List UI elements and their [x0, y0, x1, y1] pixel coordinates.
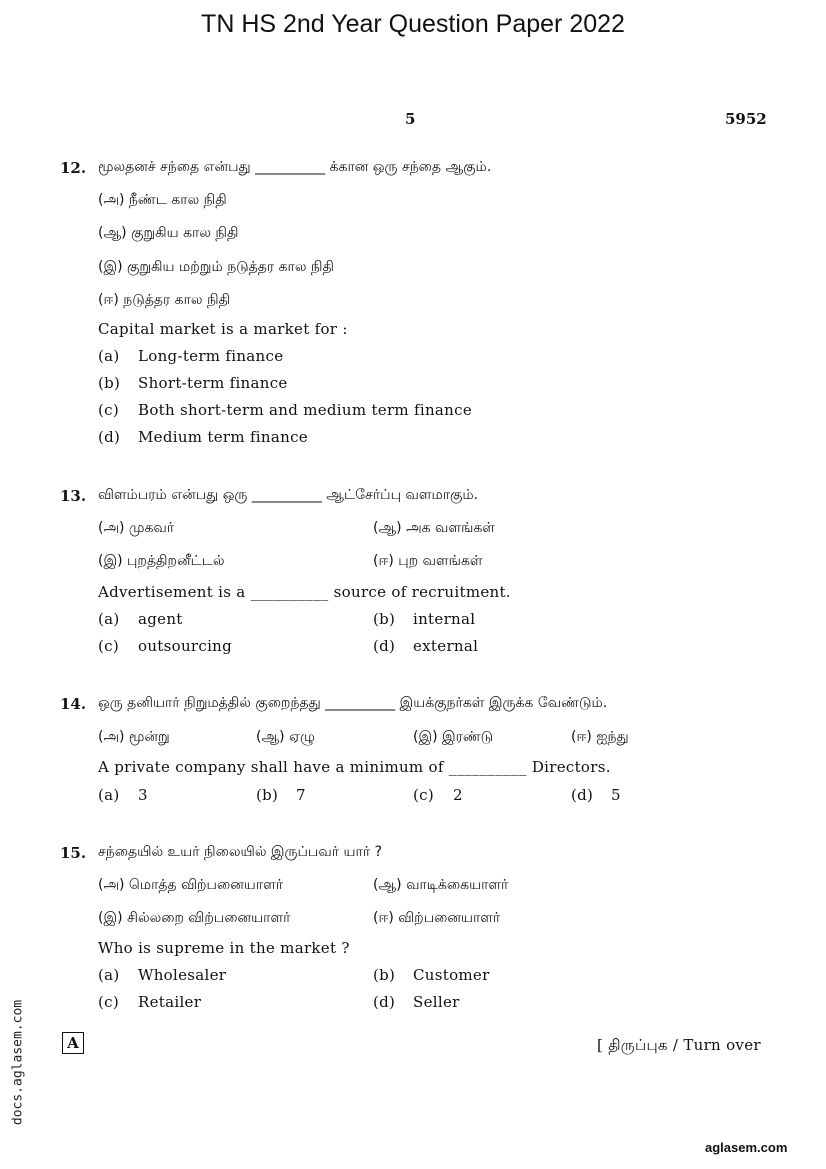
option-label: (b): [373, 610, 396, 628]
question-text-english: Capital market is a market for :: [98, 320, 348, 338]
option-tamil: (அ) மொத்த விற்பனையாளர்: [98, 877, 284, 893]
option-tamil: (இ) புறத்திறனீட்டல்: [98, 553, 225, 569]
option-text: 5: [611, 786, 621, 804]
option-label: (d): [373, 993, 396, 1011]
option-tamil: (அ) மூன்று: [98, 729, 170, 745]
option-text: Customer: [413, 966, 490, 984]
option-label: (b): [373, 966, 396, 984]
option-label: (c): [98, 637, 120, 655]
turn-over-note: [ திருப்புக / Turn over: [597, 1036, 761, 1054]
option-tamil: (ஈ) புற வளங்கள்: [373, 553, 483, 569]
option-label: (d): [571, 786, 594, 804]
option-label: (a): [98, 347, 120, 365]
option-text: outsourcing: [138, 637, 233, 655]
option-text: 2: [453, 786, 463, 804]
question-text-english: Advertisement is a __________ source of recruitment.: [98, 583, 511, 601]
option-text: 7: [296, 786, 306, 804]
question-text-english: A private company shall have a minimum of __________ Directors.: [98, 758, 611, 776]
option-label: (d): [373, 637, 396, 655]
option-text: Short-term finance: [138, 374, 288, 392]
question-number: 15.: [60, 844, 87, 862]
document-title: TN HS 2nd Year Question Paper 2022: [201, 10, 625, 38]
question-text-tamil: மூலதனச் சந்தை என்பது __________ க்கான ஒரு சந்தை ஆகும்.: [98, 159, 492, 175]
option-text: Long-term finance: [138, 347, 284, 365]
option-label: (a): [98, 610, 120, 628]
option-label: (c): [98, 401, 120, 419]
version-box: A: [62, 1032, 84, 1054]
option-tamil: (ஈ) விற்பனையாளர்: [373, 910, 501, 926]
option-text: Seller: [413, 993, 460, 1011]
option-tamil: (அ) நீண்ட கால நிதி: [98, 192, 227, 208]
question-text-tamil: ஒரு தனியார் நிறுமத்தில் குறைந்தது __________ இயக்குநர்கள் இருக்க வேண்டும்.: [98, 695, 608, 711]
question-number: 14.: [60, 695, 87, 713]
option-tamil: (இ) இரண்டு: [413, 729, 494, 745]
option-text: internal: [413, 610, 476, 628]
option-tamil: (ஆ) வாடிக்கையாளர்: [373, 877, 509, 893]
watermark: docs.aglasem.com: [10, 999, 26, 1126]
option-label: (b): [256, 786, 279, 804]
option-label: (d): [98, 428, 121, 446]
option-tamil: (ஆ) ஏழு: [256, 729, 315, 745]
question-text-tamil: சந்தையில் உயர் நிலையில் இருப்பவர் யார் ?: [98, 844, 383, 860]
option-tamil: (இ) சில்லறை விற்பனையாளர்: [98, 910, 291, 926]
option-text: agent: [138, 610, 183, 628]
question-text-tamil: விளம்பரம் என்பது ஒரு __________ ஆட்சேர்ப்பு வளமாகும்.: [98, 487, 479, 503]
site-link[interactable]: aglasem.com: [705, 1140, 788, 1155]
page-number: 5: [405, 110, 416, 128]
question-number: 12.: [60, 159, 87, 177]
option-text: Medium term finance: [138, 428, 308, 446]
option-tamil: (ஈ) நடுத்தர கால நிதி: [98, 292, 231, 308]
option-tamil: (ஆ) குறுகிய கால நிதி: [98, 225, 239, 241]
option-tamil: (இ) குறுகிய மற்றும் நடுத்தர கால நிதி: [98, 259, 334, 275]
option-label: (b): [98, 374, 121, 392]
option-text: Retailer: [138, 993, 202, 1011]
option-tamil: (ஈ) ஐந்து: [571, 729, 629, 745]
question-number: 13.: [60, 487, 87, 505]
option-label: (c): [98, 993, 120, 1011]
option-label: (a): [98, 966, 120, 984]
question-text-english: Who is supreme in the market ?: [98, 939, 350, 957]
option-text: Both short-term and medium term finance: [138, 401, 473, 419]
option-label: (a): [98, 786, 120, 804]
option-text: 3: [138, 786, 148, 804]
option-tamil: (ஆ) அக வளங்கள்: [373, 520, 495, 536]
option-label: (c): [413, 786, 435, 804]
option-text: Wholesaler: [138, 966, 227, 984]
option-tamil: (அ) முகவர்: [98, 520, 175, 536]
paper-code: 5952: [725, 110, 767, 128]
option-text: external: [413, 637, 479, 655]
